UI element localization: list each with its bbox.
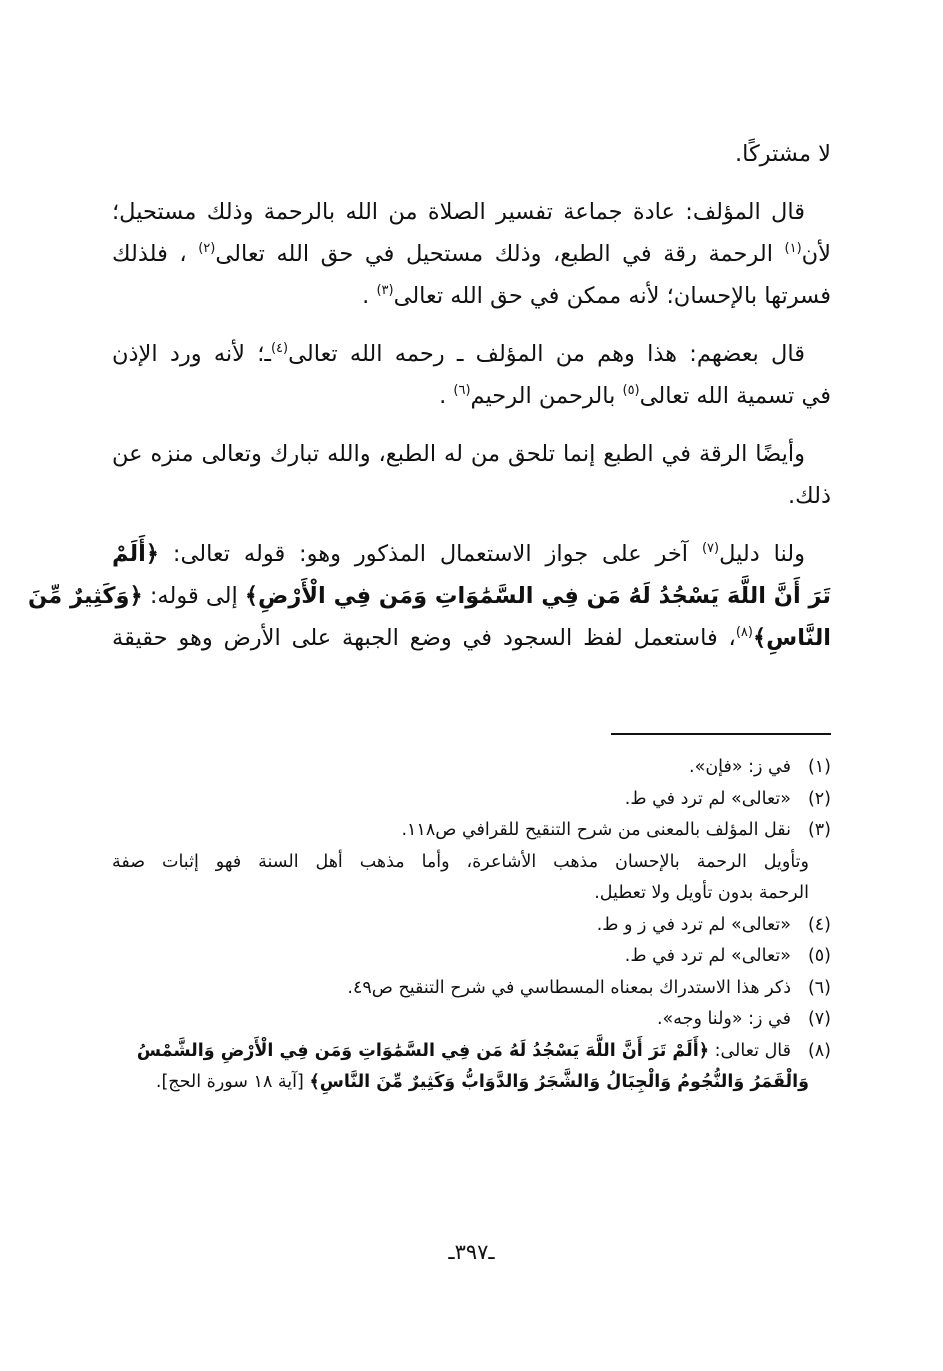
text-segment: ولنا دليل xyxy=(719,541,806,567)
footnote-number: (١) xyxy=(807,757,831,777)
footnote-separator xyxy=(611,733,831,735)
footnote-number: (٧) xyxy=(807,1009,831,1029)
footnote-5 xyxy=(112,941,831,973)
text-line-11 xyxy=(112,617,831,659)
footnote-ref[interactable]: (٤) xyxy=(270,341,289,356)
footnote-number: (٦) xyxy=(807,977,831,998)
footnotes xyxy=(112,752,831,1099)
footnote-3-continued xyxy=(112,878,831,910)
text-segment: قال بعضهم: هذا وهم من المؤلف ـ رحمه الله تعالى xyxy=(288,341,806,367)
text-line-9 xyxy=(112,533,831,575)
footnote-text: الرحمة بدون تأويل ولا تعطيل. xyxy=(594,883,809,903)
footnote-1 xyxy=(112,752,831,784)
text-line-2 xyxy=(112,191,831,233)
page-number: ـ٣٩٧ـ xyxy=(448,1240,495,1264)
quran-quote: تَرَ أَنَّ اللَّهَ يَسْجُدُ لَهُ مَن فِي السَّمَٰوَاتِ وَمَن فِي الْأَرْضِ﴾ xyxy=(244,583,831,609)
main-text xyxy=(28,133,832,659)
footnote-text: [آية ١٨ سورة الحج]. xyxy=(155,1072,304,1092)
text-line-5 xyxy=(112,333,831,375)
footnote-number: (٨) xyxy=(807,1040,831,1061)
quran-quote: ﴿أَلَمْ تَرَ أَنَّ اللَّهَ يَسْجُدُ لَهُ مَن فِي السَّمَٰوَاتِ وَمَن فِي الْأَرْضِ وَالشَّمْسُ xyxy=(136,1040,709,1061)
text-line-6 xyxy=(112,375,831,417)
text-segment: لا مشتركًا. xyxy=(734,141,831,167)
quran-quote: النَّاسِ﴾ xyxy=(752,625,831,651)
text-line-8 xyxy=(112,475,831,517)
footnote-text: ذكر هذا الاستدراك بمعناه المسطاسي في شرح التنقيح ص٤٩. xyxy=(347,977,791,998)
text-segment: قال المؤلف: عادة جماعة تفسير الصلاة من الله بالرحمة وذلك مستحيل؛ xyxy=(112,199,805,225)
text-segment: آخر على جواز الاستعمال المذكور وهو: قوله تعالى: xyxy=(172,541,689,567)
footnote-text: في ز: «ولنا وجه». xyxy=(656,1009,791,1029)
text-segment: الرحمة رقة في الطبع، وذلك مستحيل في حق الله تعالى xyxy=(215,241,773,267)
footnote-3-continued xyxy=(112,847,831,879)
text-line-3 xyxy=(112,233,831,275)
text-line-10 xyxy=(28,575,831,617)
quran-quote: وَالْقَمَرُ وَالنُّجُومُ وَالْجِبَالُ وَالشَّجَرُ وَالدَّوَابُّ وَكَثِيرٌ مِّنَ النَّاسِ﴾ xyxy=(309,1072,809,1092)
footnote-ref[interactable]: (٨) xyxy=(735,625,753,640)
text-segment: في تسمية الله تعالى xyxy=(639,383,831,409)
footnote-text: قال تعالى: xyxy=(714,1040,791,1061)
text-segment: . xyxy=(362,283,370,309)
text-segment: . xyxy=(439,383,447,409)
text-segment: فسرتها بالإحسان؛ لأنه ممكن في حق الله تعالى xyxy=(393,283,831,309)
footnote-number: (٣) xyxy=(807,820,831,840)
footnote-8 xyxy=(112,1036,831,1068)
quran-quote: ﴿أَلَمْ xyxy=(112,541,159,567)
footnote-text: وتأويل الرحمة بالإحسان مذهب الأشاعرة، وأما مذهب أهل السنة فهو إثبات صفة xyxy=(112,851,809,872)
footnote-ref[interactable]: (٣) xyxy=(376,283,394,298)
footnote-ref[interactable]: (٢) xyxy=(198,241,216,256)
footnote-2 xyxy=(112,784,831,816)
footnote-ref[interactable]: (٥) xyxy=(622,383,640,398)
footnote-text: في ز: «فإن». xyxy=(689,757,791,777)
text-segment: ، فلذلك xyxy=(112,241,187,267)
text-segment: بالرحمن الرحيم xyxy=(470,383,616,409)
footnote-text: «تعالى» لم ترد في ز و ط. xyxy=(596,914,791,935)
footnote-ref[interactable]: (٦) xyxy=(453,383,471,398)
footnote-number: (٥) xyxy=(807,946,831,966)
text-segment: ذلك. xyxy=(788,483,831,509)
footnote-8-continued xyxy=(112,1067,831,1099)
text-line-7 xyxy=(112,433,831,475)
text-line-4 xyxy=(112,275,831,317)
footnote-6 xyxy=(112,973,831,1005)
text-segment: ، فاستعمل لفظ السجود في وضع الجبهة على الأرض وهو حقيقة xyxy=(112,625,736,651)
footnote-4 xyxy=(112,910,831,942)
footnote-ref[interactable]: (٧) xyxy=(701,541,720,556)
footnote-text: نقل المؤلف بالمعنى من شرح التنقيح للقرافي ص١١٨. xyxy=(401,820,791,840)
footnote-ref[interactable]: (١) xyxy=(784,241,802,256)
text-segment: إلى قوله: xyxy=(149,583,238,609)
footnote-text: «تعالى» لم ترد في ط. xyxy=(624,946,791,966)
quran-quote: ﴿وَكَثِيرٌ مِّنَ xyxy=(28,583,143,609)
text-segment: ـ؛ لأنه ورد الإذن xyxy=(112,341,271,367)
footnote-number: (٤) xyxy=(807,914,831,935)
footnote-text: «تعالى» لم ترد في ط. xyxy=(624,788,791,809)
footnote-7 xyxy=(112,1004,831,1036)
text-segment: وأيضًا الرقة في الطبع إنما تلحق من له الطبع، والله تبارك وتعالى منزه عن xyxy=(112,441,805,467)
footnote-3 xyxy=(112,815,831,847)
text-line-1 xyxy=(112,133,831,175)
text-segment: لأن xyxy=(801,241,832,267)
footnote-number: (٢) xyxy=(807,788,831,809)
